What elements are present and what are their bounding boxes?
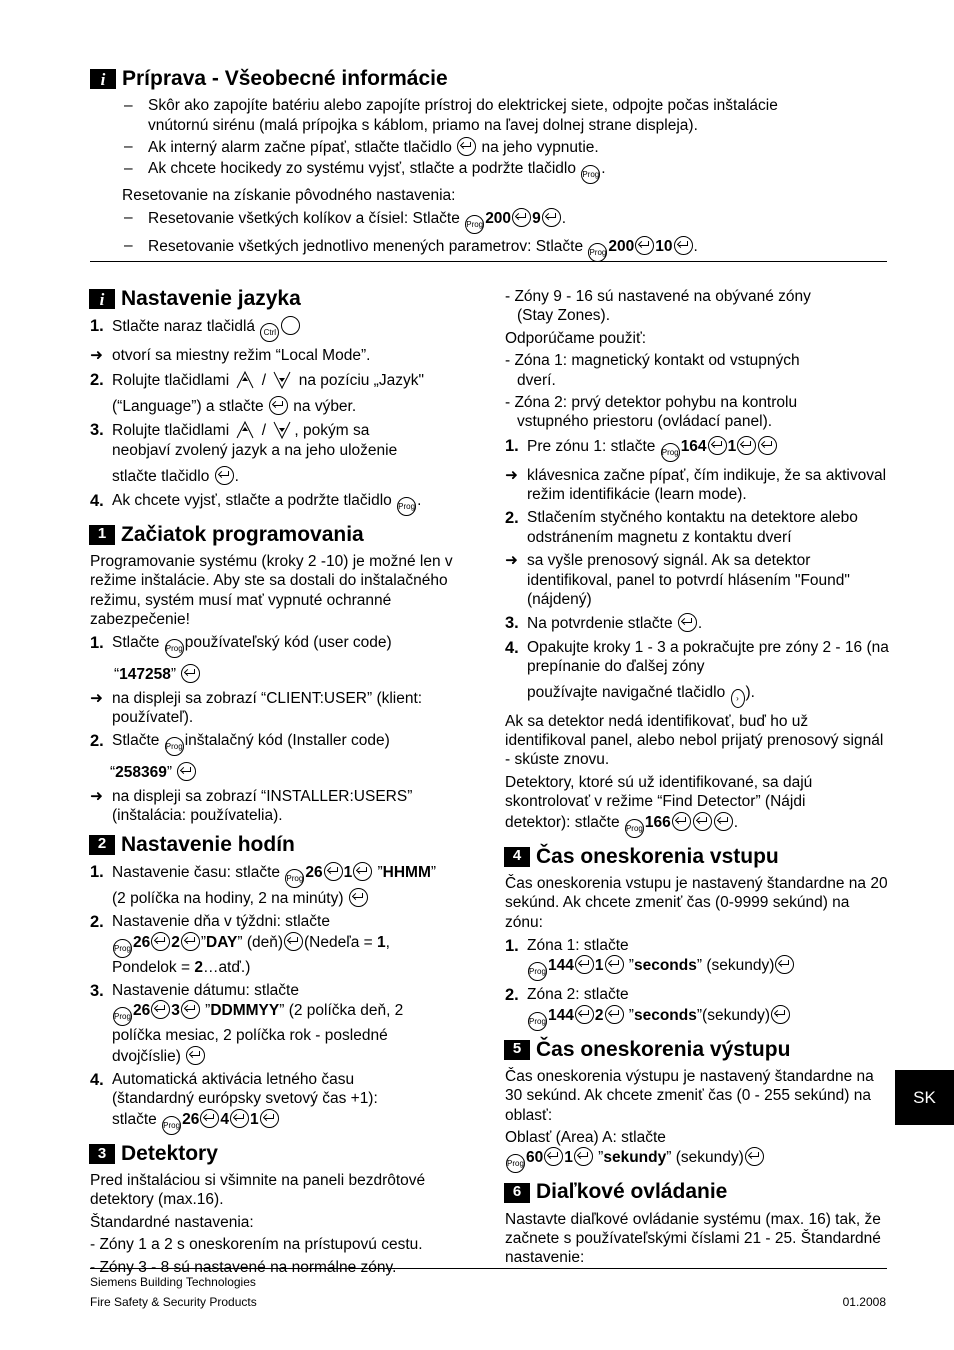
step-text: (2 políčka na hodiny, 2 na minúty) [112, 889, 344, 907]
enter-key-icon [672, 812, 691, 831]
step: 2. Nastavenie dňa v týždni: stlačte Prog 26 2 ”DAY” (deň) (Nedeľa = 1, Pondelok = 2…atď.) [90, 913, 390, 976]
entry-heading [504, 844, 890, 870]
remote-title: Diaľkové ovládanie [536, 1180, 728, 1204]
prog-key-icon: Prog [588, 243, 607, 262]
detectors-paragraph: Ak sa detektor nedá identifikovať, buď ho už identifikoval panel, alebo nebol prijatý prenosový signál - skúste znovu. [505, 712, 884, 769]
enter-key-icon [457, 137, 476, 156]
detectors-heading [89, 1141, 475, 1167]
step-text: Pre zónu 1: stlačte [527, 437, 656, 455]
code: HHMM [382, 863, 431, 881]
step-text: Stlačte [112, 634, 160, 652]
prep-item: – Ak chcete hocikedy zo systému vyjsť, stlačte a podržte tlačidlo Prog . [124, 159, 887, 184]
start-paragraph: Programovanie systému (kroky 2 -10) je možné len v režime inštalácie. Aby ste sa dostali do inštalačného režimu, systém musí mať vypnuté ochranné zabezpečenie! [90, 552, 453, 628]
zone-text: (Stay Zones). [517, 307, 611, 325]
enter-key-icon [737, 436, 756, 455]
enter-key-icon [181, 664, 200, 683]
prep-text: vnútornú sirénu (malá prípojka s káblom, priamo na ľavej dolnej strane displeja). [148, 116, 698, 134]
step-text: políčka mesiac, 2 políčka rok - posledné [112, 1027, 388, 1045]
prog-key-icon: Prog [528, 1012, 547, 1031]
exit-paragraph: Čas oneskorenia výstupu je nastavený štandardne na 30 sekúnd. Ak chcete zmeniť čas (0 - 255 sekúnd) na oblasť: [505, 1067, 874, 1124]
result: ➜ na displeji sa zobrazí “INSTALLER:USERS” (inštalácia: používatelia). [90, 787, 475, 826]
enter-key-icon [151, 932, 170, 951]
code: 200 [608, 237, 635, 255]
step-text: (štandardný európsky svetový čas +1): [112, 1090, 378, 1108]
prep-heading [90, 66, 887, 92]
code: 164 [680, 437, 707, 455]
step-text: Stlačením styčného kontaktu na detektore alebo odstránením magnetu z kontaktu dverí [527, 509, 858, 546]
step [90, 1070, 475, 1135]
result-text: na displeji sa zobrazí “INSTALLER:USERS” (inštalácia: používatelia). [112, 787, 413, 825]
step-text: Zóna 2: stlačte [527, 986, 629, 1004]
step-number: 1. [505, 936, 519, 955]
enter-key-icon [177, 762, 196, 781]
enter-key-icon [284, 932, 303, 951]
enter-key-icon [605, 1005, 624, 1024]
zone-text: - Zóny 9 - 16 sú nastavené na obývané zóny [505, 288, 811, 305]
enter-key-icon [575, 955, 594, 974]
lang-heading [89, 286, 475, 312]
step-text: na pozíciu „Jazyk" [298, 371, 424, 389]
footer-division: Fire Safety & Security Products [90, 1295, 257, 1309]
section-number: 5 [504, 1040, 530, 1060]
code: 200 [485, 209, 512, 227]
detectors-paragraph: Detektory, ktoré sú už identifikované, sa dajú skontrolovať v režime “Find Detector” (Nájdi detektor): stlačte Prog 166 . [505, 773, 890, 838]
step-number: 2. [90, 913, 104, 932]
paragraph-text: Oblasť (Area) A: stlačte [505, 1129, 666, 1146]
paragraph-text: (sekundy) [675, 1149, 744, 1167]
prep-text: Resetovanie všetkých jednotlivo menených parametrov: Stlačte [148, 237, 584, 255]
step-text: (deň) [246, 933, 284, 951]
prog-key-icon: Prog [581, 165, 600, 184]
step-number: 4. [90, 1071, 104, 1089]
prep-item: – Ak interný alarm začne pípať, stlačte tlačidlo na jeho vypnutie. [124, 138, 599, 156]
step-number: 2. [505, 509, 519, 528]
prep-text: Ak interný alarm začne pípať, stlačte tlačidlo [148, 139, 452, 156]
enter-key-icon [230, 1109, 249, 1128]
code: 2 [194, 958, 203, 976]
enter-key-icon [745, 1147, 764, 1166]
step: 1. Zóna 1: stlačte Prog 144 1 ”seconds” (sekundy) [505, 936, 890, 981]
step-text: používateľský kód (user code) [184, 634, 392, 652]
prep-section [90, 66, 887, 264]
info-icon: i [90, 69, 116, 89]
prep-item: – Skôr ako zapojíte batériu alebo zapojíte prístroj do elektrickej siete, odpojte počas inštalácie vnútornú sirénu (malá prípojka s káblom, priamo na ľavej dolnej strane displeja). [124, 97, 778, 134]
enter-key-icon [544, 1147, 563, 1166]
prog-key-icon: Prog [506, 1154, 525, 1173]
section-number: 3 [89, 1144, 115, 1164]
code: 144 [548, 1006, 574, 1024]
step: 3. Nastavenie dátumu: stlačte Prog 26 3 ”DDMMYY” (2 políčka deň, 2 políčka mesiac, 2 políčka rok - posledné dvojčíslie) [90, 981, 404, 1065]
enter-key-icon [349, 888, 368, 907]
code: 166 [644, 813, 671, 831]
code: seconds [633, 1006, 697, 1024]
prep-text: Resetovanie všetkých kolíkov a čísiel: Stlačte [148, 209, 460, 227]
code: 60 [526, 1149, 544, 1167]
prog-key-icon: Prog [285, 869, 304, 888]
prep-title: Príprava - Všeobecné informácie [122, 67, 448, 90]
footer-date: 01.2008 [842, 1295, 886, 1309]
result-text: otvorí sa miestny režim “Local Mode”. [112, 347, 371, 365]
info-icon: i [89, 289, 115, 309]
up-key-icon [235, 420, 255, 440]
code: seconds [633, 957, 697, 975]
step-text: inštalačný kód (Installer code) [184, 732, 390, 750]
step: 2. Rolujte tlačidlami / na pozíciu „Jazyk" (“Language”) a stlačte na výber. [90, 370, 424, 415]
step [505, 508, 890, 547]
step-number: 2. [505, 986, 519, 1005]
step: 4. Ak chcete vyjsť, stlačte a podržte tlačidlo Prog . [90, 491, 475, 516]
step-number: 2. [90, 732, 104, 751]
section-number: 2 [89, 835, 115, 855]
result-text: sa vyšle prenosový signál. Ak sa detektor identifikoval, panel to potvrdí hlásením "Found" (nájdený) [527, 552, 850, 608]
step-text: Nastavenie dátumu: stlačte [112, 981, 299, 999]
step [90, 316, 475, 342]
remote-heading [504, 1179, 890, 1205]
code: 26 [133, 933, 151, 951]
enter-key-icon [181, 932, 200, 951]
step-text: …atď.) [202, 958, 251, 976]
step-text: Ak chcete vyjsť, stlačte a podržte tlačidlo [112, 491, 392, 509]
language-tab: SK [895, 1070, 954, 1125]
enter-key-icon [353, 862, 372, 881]
code: 1 [343, 863, 353, 881]
lang-title: Nastavenie jazyka [121, 287, 301, 310]
enter-key-icon [605, 955, 624, 974]
zone-text: - Zóna 1: magnetický kontakt od vstupných [505, 352, 800, 370]
code: 1 [377, 933, 386, 951]
code: 1 [250, 1110, 259, 1128]
enter-key-icon [758, 436, 777, 455]
detectors-paragraph: Pred inštaláciou si všimnite na paneli bezdrôtové detektory (max.16). [90, 1172, 426, 1209]
exit-title: Čas oneskorenia výstupu [536, 1037, 791, 1061]
start-heading [89, 522, 475, 548]
left-column [90, 280, 475, 1280]
step-text: stlačte tlačidlo [112, 468, 210, 486]
step-text: stlačte [112, 1110, 157, 1128]
enter-key-icon [574, 1147, 593, 1166]
code: 3 [171, 1002, 180, 1020]
ctrl-key-icon: Ctrl [260, 323, 279, 342]
prep-item: – Resetovanie všetkých kolíkov a čísiel: Stlačte Prog 200 9 . [124, 208, 887, 234]
prep-text: Skôr ako zapojíte batériu alebo zapojíte prístroj do elektrickej siete, odpojte počas inštalácie [148, 97, 778, 115]
step-text: Na potvrdenie stlačte [527, 615, 673, 633]
prog-key-icon: Prog [397, 497, 416, 516]
prep-item: – Resetovanie všetkých jednotlivo menených parametrov: Stlačte Prog 200 10 . [124, 236, 887, 262]
step: 1. Stlačte Prog používateľský kód (user code) “147258” [90, 634, 392, 684]
step: 3. Na potvrdenie stlačte . [505, 614, 703, 633]
step: 1. Nastavenie času: stlačte Prog 26 1 ”HHMM” (2 políčka na hodiny, 2 na minúty) [90, 862, 437, 907]
zone-text: vstupného priestoru (ovládací panel). [517, 413, 773, 431]
code: 2 [594, 1006, 604, 1024]
zone-item: - Zóny 3 - 8 sú nastavené na normálne zóny. [90, 1258, 397, 1276]
step-text: Pondelok = [112, 958, 190, 976]
code: 4 [220, 1110, 229, 1128]
step-text: , pokým sa [294, 422, 370, 440]
step-text: používajte navigačné tlačidlo [527, 683, 726, 701]
code: 26 [133, 1002, 151, 1020]
step-number: 3. [505, 614, 519, 633]
enter-key-icon [674, 236, 693, 255]
step-text: (Nedeľa = [304, 933, 373, 951]
step-text: Zóna 1: stlačte [527, 936, 629, 954]
step-number: 1. [90, 634, 104, 653]
enter-key-icon [269, 396, 288, 415]
code: 10 [655, 237, 673, 255]
zone-item [505, 287, 890, 326]
code: 2 [171, 933, 180, 951]
prog-key-icon: Prog [162, 1116, 181, 1135]
installer-code: 258369 [115, 764, 167, 782]
entry-title: Čas oneskorenia vstupu [536, 844, 779, 868]
enter-key-icon [575, 1005, 594, 1024]
enter-key-icon [678, 613, 697, 632]
code: DDMMYY [210, 1002, 280, 1020]
prog-key-icon: Prog [625, 819, 644, 838]
step-text: Rolujte tlačidlami [112, 371, 230, 389]
right-key-icon: › [731, 689, 745, 708]
prog-key-icon: Prog [528, 962, 547, 981]
step-text: Stlačte naraz tlačidlá [112, 318, 256, 336]
enter-key-icon [215, 466, 234, 485]
right-column [505, 284, 890, 1271]
result: ➜ na displeji sa zobrazí “CLIENT:USER” (klient: používateľ). [90, 689, 475, 728]
zone-text: - Zóna 2: prvý detektor pohybu na kontrolu [505, 393, 798, 411]
footer-divider [90, 1268, 887, 1269]
step: 4. Opakujte kroky 1 - 3 a pokračujte pre zóny 2 - 16 (na prepínanie do ďalšej zóny používajte navigačné tlačidlo › ). [505, 638, 890, 708]
detectors-title: Detektory [121, 1141, 218, 1165]
zone-text: dverí. [517, 371, 556, 389]
enter-key-icon [200, 1109, 219, 1128]
section-number: 6 [504, 1183, 530, 1203]
step-text: neobjaví zvolený jazyk a na jeho uloženie [112, 441, 398, 459]
enter-key-icon [512, 208, 531, 227]
reset-label: Resetovanie na získanie pôvodného nastavenia: [122, 187, 456, 205]
step-number: 4. [90, 491, 104, 510]
result: ➜ sa vyšle prenosový signál. Ak sa detektor identifikoval, panel to potvrdí hlásením "Found" (nájdený) [505, 551, 890, 609]
step-text: dvojčíslie) [112, 1047, 181, 1065]
code: 1 [727, 437, 737, 455]
code: sekundy [603, 1149, 667, 1167]
step-text: Stlačte [112, 732, 160, 750]
footer-company: Siemens Building Technologies [90, 1275, 256, 1289]
exit-instruction: Oblasť (Area) A: stlačte Prog 60 1 ”sekundy” (sekundy) [505, 1128, 890, 1173]
enter-key-icon [260, 1109, 279, 1128]
clock-heading [89, 832, 475, 858]
step-number: 3. [90, 981, 104, 1000]
prog-key-icon: Prog [661, 443, 680, 462]
step [505, 436, 890, 462]
zone-item: - Zóny 1 a 2 s oneskorením na prístupovú cestu. [90, 1236, 423, 1254]
section-number: 1 [89, 525, 115, 545]
enter-key-icon [635, 236, 654, 255]
clock-title: Nastavenie hodín [121, 832, 295, 856]
detectors-paragraph: Štandardné nastavenia: [90, 1213, 254, 1231]
step-text: (sekundy) [702, 1006, 771, 1024]
step: 3. Rolujte tlačidlami / , pokým sa neobjaví zvolený jazyk a na jeho uloženie stlačte tlačidlo . [90, 421, 398, 486]
step-text: (“Language”) a stlačte [112, 398, 264, 415]
prog-key-icon: Prog [165, 639, 184, 658]
down-key-icon [272, 420, 292, 440]
enter-key-icon [542, 208, 561, 227]
step-text: Automatická aktivácia letného času [112, 1071, 355, 1088]
divider [90, 261, 887, 262]
step-text: Nastavenie času: stlačte [112, 863, 281, 881]
enter-key-icon [151, 1000, 170, 1019]
step-text: na výber. [293, 398, 357, 415]
result-text: klávesnica začne pípať, čím indikuje, že sa aktivoval režim identifikácie (learn mode). [527, 466, 887, 503]
prep-text: na jeho vypnutie. [481, 139, 599, 156]
prog-key-icon: Prog [113, 939, 132, 958]
step: 2. Stlačte Prog inštalačný kód (Installer code) “258369” [90, 732, 390, 782]
paragraph-text: Detektory, ktoré sú už identifikované, sa dajú skontrolovať v režime “Find Detector” (Nájdi [505, 773, 813, 811]
prog-key-icon: Prog [465, 215, 484, 234]
remote-paragraph: Nastavte diaľkové ovládanie systému (max. 16) tak, že začnete s používateľskými číslami 21 - 25. Štandardné nastavenie: [505, 1210, 881, 1267]
step: 2. Zóna 2: stlačte Prog 144 2 ”seconds”(sekundy) [505, 985, 890, 1030]
paragraph-text: detektor): stlačte [505, 813, 620, 831]
start-title: Začiatok programovania [121, 522, 364, 546]
section-number: 4 [504, 847, 530, 867]
step-number: 4. [505, 638, 519, 657]
step-text: Nastavenie dňa v týždni: stlačte [112, 913, 330, 931]
prog-key-icon: Prog [113, 1007, 132, 1026]
down-key-icon [272, 370, 292, 390]
enter-key-icon [693, 812, 712, 831]
step-text: (2 políčka deň, 2 [288, 1002, 404, 1020]
step-text: Opakujte kroky 1 - 3 a pokračujte pre zóny 2 - 16 (na prepínanie do ďalšej zóny [527, 638, 889, 676]
zone-item [505, 393, 890, 432]
code: 144 [548, 957, 574, 975]
user-code: 147258 [119, 666, 171, 684]
step-text: Rolujte tlačidlami [112, 422, 230, 440]
key-icon [281, 316, 300, 335]
enter-key-icon [771, 1005, 790, 1024]
prog-key-icon: Prog [165, 737, 184, 756]
enter-key-icon [186, 1046, 205, 1065]
enter-key-icon [708, 436, 727, 455]
step-text: (sekundy) [706, 957, 775, 975]
step-number: 1. [505, 436, 519, 455]
prep-text: Ak chcete hocikedy zo systému vyjsť, stlačte a podržte tlačidlo [148, 160, 576, 178]
result-text: na displeji sa zobrazí “CLIENT:USER” (klient: používateľ). [112, 689, 423, 726]
code: 1 [594, 957, 604, 975]
step-number: 3. [90, 421, 104, 440]
entry-paragraph: Čas oneskorenia vstupu je nastavený štandardne na 20 sekúnd. Ak chcete zmeniť čas (0-9999 sekúnd) na zónu: [505, 874, 888, 931]
enter-key-icon [775, 955, 794, 974]
exit-heading [504, 1037, 890, 1063]
enter-key-icon [714, 812, 733, 831]
code: 26 [182, 1110, 200, 1128]
step-number: 2. [90, 370, 104, 389]
enter-key-icon [324, 862, 343, 881]
result: ➜ otvorí sa miestny režim “Local Mode”. [90, 347, 371, 365]
enter-key-icon [181, 1000, 200, 1019]
zone-item [505, 351, 890, 390]
step-number: 1. [90, 862, 104, 881]
code: 26 [305, 863, 323, 881]
code: 1 [564, 1149, 573, 1167]
step-number: 1. [90, 317, 104, 336]
code: 9 [532, 209, 541, 227]
up-key-icon [235, 370, 255, 390]
result: ➜ klávesnica začne pípať, čím indikuje, že sa aktivoval režim identifikácie (learn mode). [505, 466, 890, 505]
code: DAY [206, 933, 238, 951]
recommend-label: Odporúčame použiť: [505, 329, 647, 347]
